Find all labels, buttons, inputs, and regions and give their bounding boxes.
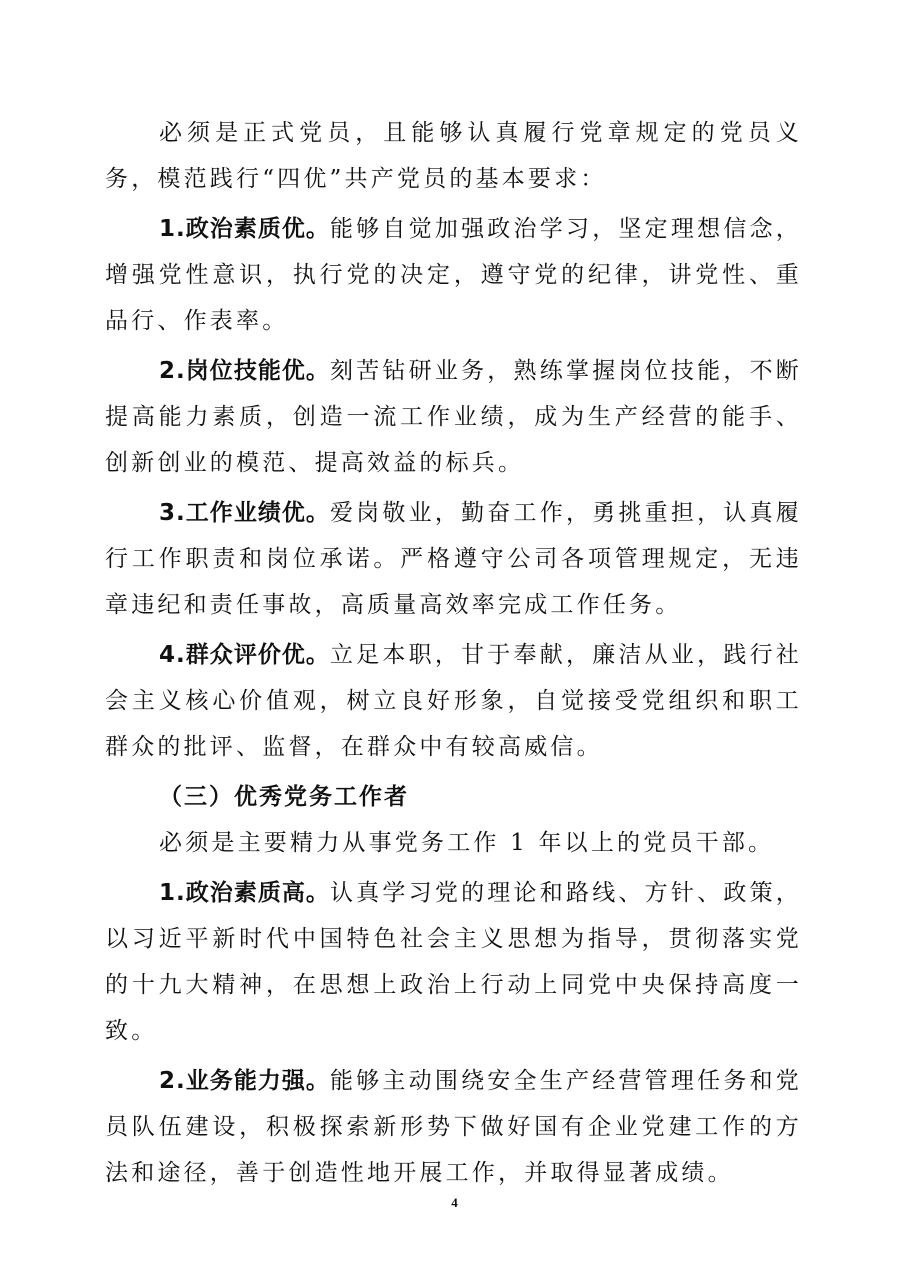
intro-paragraph (105, 820, 802, 866)
paragraph-text: 必须是主要精力从事党务工作 1 年以上的党员干部。 (159, 830, 775, 856)
paragraph-text: 能够自觉加强政治学习，坚定理想信念，增强党性意识，执行党的决定，遵守党的纪律，讲党性、重品行、作表率。 (105, 216, 802, 334)
document-body (105, 110, 802, 1196)
paragraph-lead: 1.政治素质优。 (159, 216, 330, 242)
criterion-paragraph (105, 1058, 802, 1196)
paragraph-text: 能够主动围绕安全生产经营管理任务和党员队伍建设，积极探索新形势下做好国有企业党建工作的方法和途径，善于创造性地开展工作，并取得显著成绩。 (105, 1068, 802, 1186)
paragraph-text: 刻苦钻研业务，熟练掌握岗位技能，不断提高能力素质，创造一流工作业绩，成为生产经营的能手、创新创业的模范、提高效益的标兵。 (105, 358, 802, 476)
paragraph-lead: 4.群众评价优。 (159, 642, 330, 668)
paragraph-lead: 2.业务能力强。 (159, 1068, 330, 1094)
paragraph-text: 立足本职，甘于奉献，廉洁从业，践行社会主义核心价值观，树立良好形象，自觉接受党组织和职工群众的批评、监督，在群众中有较高威信。 (105, 642, 802, 760)
paragraph-text: 爱岗敬业，勤奋工作，勇挑重担，认真履行工作职责和岗位承诺。严格遵守公司各项管理规定，无违章违纪和责任事故，高质量高效率完成工作任务。 (105, 500, 802, 618)
page-number: 4 (451, 1195, 458, 1210)
paragraph-lead: 2.岗位技能优。 (159, 358, 330, 384)
criterion-paragraph (105, 632, 802, 770)
criterion-paragraph (105, 206, 802, 344)
paragraph-lead: 3.工作业绩优。 (159, 500, 330, 526)
paragraph-lead: 1.政治素质高。 (159, 880, 330, 906)
paragraph-text: 认真学习党的理论和路线、方针、政策，以习近平新时代中国特色社会主义思想为指导，贯彻落实党的十九大精神，在思想上政治上行动上同党中央保持高度一致。 (105, 880, 802, 1044)
section-heading: （三）优秀党务工作者 (159, 784, 409, 810)
intro-paragraph (105, 110, 802, 202)
criterion-paragraph (105, 870, 802, 1054)
criterion-paragraph (105, 348, 802, 486)
criterion-paragraph (105, 490, 802, 628)
paragraph-text: 必须是正式党员，且能够认真履行党章规定的党员义务，模范践行“四优”共产党员的基本要求： (105, 120, 802, 192)
